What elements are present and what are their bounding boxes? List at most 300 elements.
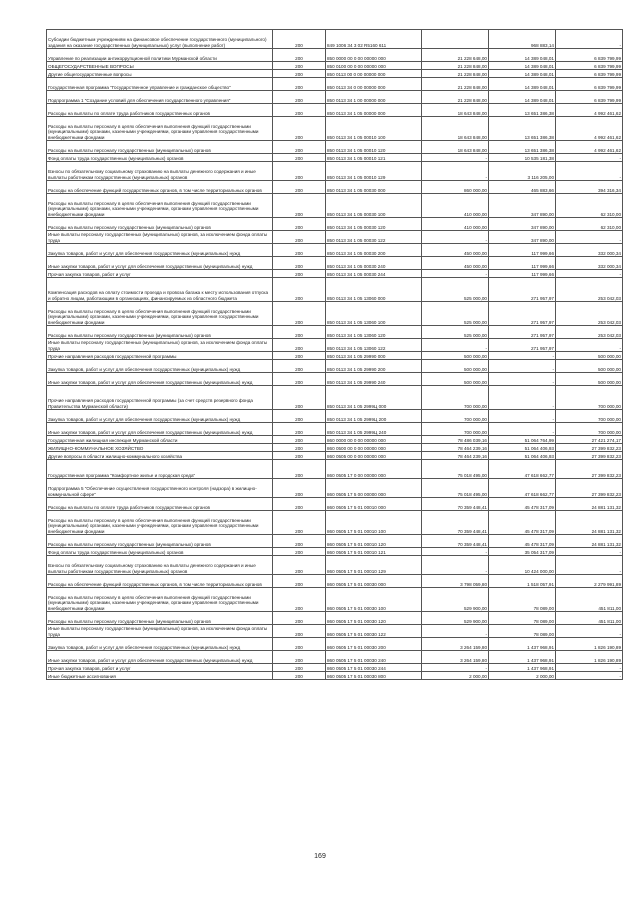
row-budget-code: 850 0113 00 0 00 00000 000 (326, 70, 422, 78)
row-approved-amount: - (422, 231, 489, 244)
row-approved-amount: 21 228 848,00 (422, 62, 489, 70)
row-approved-amount: - (422, 556, 489, 575)
row-name: Фонд оплаты труда государственных (муниципальных) органов (47, 548, 273, 556)
row-line-code: 200 (273, 535, 326, 548)
row-budget-code: 850 0113 34 1 05 2999Ц 240 (326, 423, 422, 436)
row-approved-amount: 21 228 648,00 (422, 49, 489, 62)
row-budget-code: 850 0100 00 0 00 00000 000 (326, 62, 422, 70)
row-budget-code: 850 0113 34 1 05 29990 240 (326, 373, 422, 386)
row-line-code: 200 (273, 117, 326, 141)
row-line-code: 200 (273, 30, 326, 49)
row-executed-amount: 1 437 968,91 (489, 664, 556, 672)
row-name: Расходы на обеспечение функций государственных органов, в том числе территориальных органов (47, 181, 273, 194)
row-budget-code: 850 0113 34 1 05 2999Ц 000 (326, 386, 422, 410)
row-executed-amount: 271 957,97 (489, 278, 556, 302)
row-line-code: 200 (273, 218, 326, 231)
table-row (47, 556, 623, 575)
row-line-code: 200 (273, 625, 326, 638)
row-name: Прочая закупка товаров, работ и услуг (47, 664, 273, 672)
row-approved-amount: 78 464 239,16 (422, 444, 489, 452)
row-approved-amount: 78 486 039,16 (422, 436, 489, 444)
row-line-code: 200 (273, 511, 326, 535)
table-row (47, 625, 623, 638)
row-budget-code: 850 0113 34 1 05 00030 120 (326, 218, 422, 231)
row-name: ОБЩЕГОСУДАРСТВЕННЫЕ ВОПРОСЫ (47, 62, 273, 70)
row-approved-amount: 700 000,00 (422, 410, 489, 423)
table-row (47, 154, 623, 162)
row-budget-code: 850 0113 34 1 05 00010 129 (326, 162, 422, 181)
row-approved-amount: 410 000,00 (422, 194, 489, 218)
row-unexecuted-amount: - (556, 672, 623, 680)
row-budget-code: 850 0000 00 0 00 00000 000 (326, 49, 422, 62)
row-budget-code: 850 0113 34 1 05 13060 100 (326, 302, 422, 326)
row-line-code: 200 (273, 410, 326, 423)
row-executed-amount: 45 478 317,09 (489, 535, 556, 548)
row-approved-amount: - (422, 625, 489, 638)
table-row (47, 78, 623, 91)
row-line-code: 200 (273, 452, 326, 460)
row-approved-amount: - (422, 162, 489, 181)
row-line-code: 200 (273, 612, 326, 625)
row-unexecuted-amount: - (556, 162, 623, 181)
row-unexecuted-amount: 700 000,00 (556, 386, 623, 410)
row-line-code: 200 (273, 460, 326, 479)
row-line-code: 200 (273, 104, 326, 117)
row-executed-amount: 13 651 386,38 (489, 141, 556, 154)
row-line-code: 200 (273, 498, 326, 511)
row-budget-code: 860 0000 00 0 00 00000 000 (326, 436, 422, 444)
row-budget-code: 860 0505 17 5 01 00030 800 (326, 672, 422, 680)
table-row (47, 360, 623, 373)
table-row (47, 257, 623, 270)
row-executed-amount: 45 478 317,09 (489, 498, 556, 511)
row-line-code: 200 (273, 181, 326, 194)
table-row (47, 244, 623, 257)
row-unexecuted-amount: - (556, 556, 623, 575)
table-row (47, 30, 623, 49)
row-executed-amount: - (489, 386, 556, 410)
row-executed-amount: 51 064 406,93 (489, 444, 556, 452)
row-budget-code: 860 0505 17 5 01 00010 121 (326, 548, 422, 556)
row-approved-amount: 78 464 239,16 (422, 452, 489, 460)
row-budget-code: 849 1006 34 3 02 R5160 611 (326, 30, 422, 49)
row-budget-code: 850 0113 34 1 00 00000 000 (326, 91, 422, 104)
row-unexecuted-amount: 4 992 461,62 (556, 104, 623, 117)
row-name: Прочие направления расходов государственной программы (47, 352, 273, 360)
table-row (47, 117, 623, 141)
row-unexecuted-amount: - (556, 548, 623, 556)
row-name: Компенсация расходов на оплату стоимости проезда и провоза багажа к месту использования отпуска и обратно лицам, работающим в организациях, финансируемых из областного бюджета (47, 278, 273, 302)
table-row (47, 326, 623, 339)
row-line-code: 200 (273, 672, 326, 680)
row-budget-code: 860 0505 17 5 01 00010 100 (326, 511, 422, 535)
row-approved-amount (422, 30, 489, 49)
row-budget-code: 850 0113 34 1 05 29990 000 (326, 352, 422, 360)
table-row (47, 444, 623, 452)
row-unexecuted-amount: 394 316,34 (556, 181, 623, 194)
row-name: Расходы на выплаты по оплате труда работников государственных органов (47, 498, 273, 511)
row-approved-amount: 21 228 848,00 (422, 91, 489, 104)
row-unexecuted-amount: 253 042,03 (556, 278, 623, 302)
row-budget-code: 860 0505 17 5 01 00010 000 (326, 498, 422, 511)
row-executed-amount: 51 064 764,99 (489, 436, 556, 444)
row-budget-code: 850 0113 34 1 05 00030 100 (326, 194, 422, 218)
row-executed-amount: 347 890,00 (489, 231, 556, 244)
row-executed-amount: 1 518 057,91 (489, 575, 556, 588)
row-executed-amount: 968 883,14 (489, 30, 556, 49)
row-approved-amount: 450 000,00 (422, 244, 489, 257)
budget-report-sheet (46, 29, 621, 680)
row-name: Расходы на выплаты персоналу государственных (муниципальных) органов (47, 141, 273, 154)
row-name: Расходы на выплаты персоналу в целях обеспечения выполнения функций государственными (муниципальными) органами, казенными учреждениями, органами управления государственными внебюджетными фондами (47, 194, 273, 218)
row-unexecuted-amount: 332 000,34 (556, 257, 623, 270)
row-approved-amount: 18 643 848,00 (422, 104, 489, 117)
row-approved-amount: 525 000,00 (422, 326, 489, 339)
row-unexecuted-amount: 6 839 799,99 (556, 70, 623, 78)
row-unexecuted-amount: - (556, 231, 623, 244)
row-name: Иные закупки товаров, работ и услуг для обеспечения государственных (муниципальных) нужд (47, 423, 273, 436)
row-unexecuted-amount: 500 000,00 (556, 360, 623, 373)
table-row (47, 104, 623, 117)
row-budget-code: 850 0113 34 1 05 00010 120 (326, 141, 422, 154)
row-approved-amount: 700 000,00 (422, 423, 489, 436)
row-budget-code: 850 0113 34 1 05 00030 200 (326, 244, 422, 257)
row-executed-amount: - (489, 410, 556, 423)
row-unexecuted-amount: 332 000,34 (556, 244, 623, 257)
row-unexecuted-amount: 62 310,00 (556, 194, 623, 218)
table-row (47, 460, 623, 479)
row-executed-amount: 271 957,97 (489, 339, 556, 352)
budget-table (46, 29, 623, 680)
row-unexecuted-amount: 24 881 131,32 (556, 511, 623, 535)
row-line-code: 200 (273, 436, 326, 444)
row-executed-amount: 14 389 048,01 (489, 49, 556, 62)
row-line-code: 200 (273, 70, 326, 78)
row-line-code: 200 (273, 651, 326, 664)
row-approved-amount: 410 000,00 (422, 218, 489, 231)
row-executed-amount: 13 651 386,38 (489, 104, 556, 117)
row-unexecuted-amount: 6 839 799,99 (556, 49, 623, 62)
table-row (47, 498, 623, 511)
row-line-code: 200 (273, 78, 326, 91)
row-unexecuted-amount: 27 399 832,23 (556, 452, 623, 460)
row-name: Иные выплаты персоналу государственных (муниципальных) органов, за исключением фонда оплаты труда (47, 625, 273, 638)
row-budget-code: 860 0500 00 0 00 00000 000 (326, 444, 422, 452)
row-approved-amount: 500 000,00 (422, 373, 489, 386)
row-approved-amount: - (422, 339, 489, 352)
row-unexecuted-amount: 700 000,00 (556, 423, 623, 436)
row-budget-code: 860 0505 17 5 01 00010 120 (326, 535, 422, 548)
table-row (47, 588, 623, 612)
row-executed-amount: 78 089,00 (489, 625, 556, 638)
row-executed-amount: 14 389 048,01 (489, 78, 556, 91)
row-budget-code: 860 0505 17 5 01 00030 244 (326, 664, 422, 672)
row-name: Иные закупки товаров, работ и услуг для обеспечения государственных (муниципальных) нужд (47, 651, 273, 664)
row-executed-amount: 347 890,00 (489, 194, 556, 218)
row-budget-code: 850 0113 34 1 05 29990 200 (326, 360, 422, 373)
row-unexecuted-amount: 2 279 991,89 (556, 575, 623, 588)
table-row (47, 535, 623, 548)
row-line-code: 200 (273, 360, 326, 373)
budget-table-body (47, 30, 623, 680)
row-line-code: 200 (273, 141, 326, 154)
row-approved-amount: 70 359 448,41 (422, 511, 489, 535)
row-unexecuted-amount: 700 000,00 (556, 410, 623, 423)
table-row (47, 423, 623, 436)
row-approved-amount: 21 228 848,00 (422, 70, 489, 78)
row-executed-amount: 78 089,00 (489, 612, 556, 625)
row-approved-amount: 75 018 495,00 (422, 460, 489, 479)
row-budget-code: 850 0113 34 1 05 00010 100 (326, 117, 422, 141)
row-budget-code: 860 0505 17 0 00 00000 000 (326, 460, 422, 479)
row-unexecuted-amount: 4 992 461,62 (556, 117, 623, 141)
row-budget-code: 850 0113 34 1 05 00030 244 (326, 270, 422, 278)
row-approved-amount: 2 000,00 (422, 672, 489, 680)
row-approved-amount: 70 359 448,41 (422, 535, 489, 548)
row-budget-code: 860 0505 00 0 00 00000 000 (326, 452, 422, 460)
row-name: Государственная программа "Комфортное жилье и городская среда" (47, 460, 273, 479)
row-approved-amount: 18 643 848,00 (422, 141, 489, 154)
row-approved-amount: 500 000,00 (422, 352, 489, 360)
row-executed-amount: 47 618 662,77 (489, 479, 556, 498)
table-row (47, 194, 623, 218)
row-unexecuted-amount: 1 826 190,89 (556, 651, 623, 664)
row-name: Расходы на обеспечение функций государственных органов, в том числе территориальных органов (47, 575, 273, 588)
row-executed-amount: 45 478 317,09 (489, 511, 556, 535)
row-executed-amount: 10 424 000,00 (489, 556, 556, 575)
row-unexecuted-amount: 451 811,00 (556, 612, 623, 625)
table-row (47, 664, 623, 672)
row-name: Иные закупки товаров, работ и услуг для обеспечения государственных (муниципальных) нужд (47, 373, 273, 386)
row-approved-amount: 529 900,00 (422, 612, 489, 625)
table-row (47, 49, 623, 62)
row-name: Другие вопросы в области жилищно-коммунального хозяйства (47, 452, 273, 460)
row-name: Иные выплаты персоналу государственных (муниципальных) органов, за исключением фонда оплаты труда (47, 339, 273, 352)
row-name: Расходы на выплаты по оплате труда работников государственных органов (47, 104, 273, 117)
row-name: Закупка товаров, работ и услуг для обеспечения государственных (муниципальных) нужд (47, 360, 273, 373)
row-executed-amount: 465 883,66 (489, 181, 556, 194)
row-executed-amount: 2 000,00 (489, 672, 556, 680)
table-row (47, 672, 623, 680)
table-row (47, 373, 623, 386)
row-name: Закупка товаров, работ и услуг для обеспечения государственных (муниципальных) нужд (47, 638, 273, 651)
row-name: Иные закупки товаров, работ и услуг для обеспечения государственных (муниципальных) нужд (47, 257, 273, 270)
row-name: Расходы на выплаты персоналу в целях обеспечения выполнения функций государственными (муниципальными) органами, казенными учреждениями, органами управления государственными внебюджетными фондами (47, 511, 273, 535)
row-name: ЖИЛИЩНО-КОММУНАЛЬНОЕ ХОЗЯЙСТВО (47, 444, 273, 452)
row-unexecuted-amount: 6 839 799,99 (556, 78, 623, 91)
table-row (47, 651, 623, 664)
row-executed-amount: 271 957,97 (489, 302, 556, 326)
row-executed-amount: 117 999,66 (489, 257, 556, 270)
row-name: Иные бюджетные ассигнования (47, 672, 273, 680)
row-executed-amount: 78 089,00 (489, 588, 556, 612)
row-budget-code: 860 0505 17 5 01 00010 129 (326, 556, 422, 575)
row-budget-code: 850 0113 34 1 05 13060 000 (326, 278, 422, 302)
table-row (47, 141, 623, 154)
row-unexecuted-amount: 62 310,00 (556, 218, 623, 231)
row-unexecuted-amount: 6 839 799,99 (556, 91, 623, 104)
row-line-code: 200 (273, 278, 326, 302)
row-line-code: 200 (273, 575, 326, 588)
table-row (47, 302, 623, 326)
row-line-code: 200 (273, 302, 326, 326)
row-name: Расходы на выплаты персоналу государственных (муниципальных) органов (47, 535, 273, 548)
row-budget-code: 850 0113 34 1 05 00030 000 (326, 181, 422, 194)
row-executed-amount: 13 651 386,38 (489, 117, 556, 141)
table-row (47, 548, 623, 556)
row-executed-amount: 117 999,66 (489, 244, 556, 257)
row-approved-amount: 860 000,00 (422, 181, 489, 194)
row-budget-code: 860 0505 17 5 01 00030 122 (326, 625, 422, 638)
table-row (47, 218, 623, 231)
row-budget-code: 860 0505 17 5 01 00030 240 (326, 651, 422, 664)
row-name: Закупка товаров, работ и услуг для обеспечения государственных (муниципальных) нужд (47, 244, 273, 257)
row-line-code: 200 (273, 479, 326, 498)
row-name: Взносы по обязательному социальному страхованию на выплаты денежного содержания и иные выплаты работникам государственных (муниципальных) органов (47, 556, 273, 575)
row-executed-amount: 14 389 048,01 (489, 91, 556, 104)
row-executed-amount: - (489, 360, 556, 373)
row-line-code: 200 (273, 270, 326, 278)
row-approved-amount: - (422, 270, 489, 278)
row-executed-amount: 14 389 048,01 (489, 62, 556, 70)
row-name: Управление по реализации антикоррупционной политики Мурманской области (47, 49, 273, 62)
row-budget-code: 850 0113 34 1 05 13060 122 (326, 339, 422, 352)
row-approved-amount: 525 000,00 (422, 302, 489, 326)
row-line-code: 200 (273, 386, 326, 410)
row-unexecuted-amount: 253 042,03 (556, 302, 623, 326)
row-name: Прочие направления расходов государственной программы (за счет средств резервного фонда Правительства Мурманской области) (47, 386, 273, 410)
row-approved-amount: 3 798 059,80 (422, 575, 489, 588)
row-line-code: 200 (273, 556, 326, 575)
row-unexecuted-amount: 6 839 799,99 (556, 62, 623, 70)
row-budget-code: 860 0505 17 5 01 00030 100 (326, 588, 422, 612)
row-budget-code: 860 0505 17 5 01 00030 200 (326, 638, 422, 651)
row-budget-code: 860 0505 17 5 01 00030 000 (326, 575, 422, 588)
row-executed-amount: - (489, 423, 556, 436)
row-budget-code: 860 0505 17 5 01 00030 120 (326, 612, 422, 625)
table-row (47, 638, 623, 651)
row-name: Расходы на выплаты персоналу государственных (муниципальных) органов (47, 612, 273, 625)
row-name: Расходы на выплаты персоналу государственных (муниципальных) органов (47, 218, 273, 231)
row-unexecuted-amount: 27 399 832,23 (556, 444, 623, 452)
row-approved-amount: 21 228 848,00 (422, 78, 489, 91)
row-line-code: 200 (273, 638, 326, 651)
row-line-code: 200 (273, 548, 326, 556)
row-line-code: 200 (273, 423, 326, 436)
row-unexecuted-amount: 1 826 190,89 (556, 638, 623, 651)
table-row (47, 162, 623, 181)
row-line-code: 200 (273, 194, 326, 218)
row-approved-amount: 3 264 159,80 (422, 651, 489, 664)
row-unexecuted-amount: 27 399 832,23 (556, 479, 623, 498)
row-unexecuted-amount: 27 421 274,17 (556, 436, 623, 444)
row-line-code: 200 (273, 444, 326, 452)
row-unexecuted-amount: 253 042,03 (556, 326, 623, 339)
table-row (47, 386, 623, 410)
row-executed-amount: 1 437 968,91 (489, 638, 556, 651)
table-row (47, 479, 623, 498)
row-approved-amount: 450 000,00 (422, 257, 489, 270)
table-row (47, 612, 623, 625)
row-line-code: 200 (273, 244, 326, 257)
row-line-code: 200 (273, 326, 326, 339)
row-budget-code: 850 0113 34 1 05 00010 121 (326, 154, 422, 162)
table-row (47, 352, 623, 360)
row-executed-amount: 117 999,66 (489, 270, 556, 278)
row-line-code: 200 (273, 49, 326, 62)
row-unexecuted-amount: - (556, 30, 623, 49)
row-executed-amount: - (489, 352, 556, 360)
row-approved-amount: 500 000,00 (422, 360, 489, 373)
row-name: Закупка товаров, работ и услуг для обеспечения государственных (муниципальных) нужд (47, 410, 273, 423)
row-name: Взносы по обязательному социальному страхованию на выплаты денежного содержания и иные выплаты работникам государственных (муниципальных) органов (47, 162, 273, 181)
row-executed-amount: 271 957,97 (489, 326, 556, 339)
row-approved-amount: - (422, 154, 489, 162)
row-approved-amount: 700 000,00 (422, 386, 489, 410)
row-unexecuted-amount: - (556, 339, 623, 352)
row-approved-amount: - (422, 664, 489, 672)
row-approved-amount: 529 900,00 (422, 588, 489, 612)
row-line-code: 200 (273, 154, 326, 162)
row-line-code: 200 (273, 62, 326, 70)
row-line-code: 200 (273, 257, 326, 270)
row-approved-amount: 70 359 448,41 (422, 498, 489, 511)
row-line-code: 200 (273, 664, 326, 672)
page-number: 169 (314, 853, 326, 860)
row-line-code: 200 (273, 162, 326, 181)
row-line-code: 200 (273, 373, 326, 386)
row-budget-code: 850 0113 34 1 05 13060 120 (326, 326, 422, 339)
row-name: Расходы на выплаты персоналу в целях обеспечения выполнения функций государственными (муниципальными) органами, казенными учреждениями, органами управления государственными внебюджетными фондами (47, 117, 273, 141)
row-executed-amount: 47 618 662,77 (489, 460, 556, 479)
row-name: Подпрограмма 5 "Обеспечение осуществления государственного контроля (надзора) в жилищно-коммунальной сфере" (47, 479, 273, 498)
row-budget-code: 850 0113 34 1 05 00000 000 (326, 104, 422, 117)
row-name: Расходы на выплаты персоналу в целях обеспечения выполнения функций государственными (муниципальными) органами, казенными учреждениями, органами управления государственными внебюджетными фондами (47, 302, 273, 326)
row-executed-amount: 14 389 048,01 (489, 70, 556, 78)
table-row (47, 452, 623, 460)
table-row (47, 575, 623, 588)
row-budget-code: 860 0505 17 5 00 00000 000 (326, 479, 422, 498)
row-executed-amount: - (489, 373, 556, 386)
row-unexecuted-amount: - (556, 664, 623, 672)
row-unexecuted-amount: 500 000,00 (556, 352, 623, 360)
row-approved-amount: 75 018 495,00 (422, 479, 489, 498)
row-unexecuted-amount: 451 811,00 (556, 588, 623, 612)
row-line-code: 200 (273, 91, 326, 104)
row-name: Другие общегосударственные вопросы (47, 70, 273, 78)
row-unexecuted-amount: 500 000,00 (556, 373, 623, 386)
row-line-code: 200 (273, 231, 326, 244)
table-row (47, 511, 623, 535)
table-row (47, 278, 623, 302)
table-row (47, 410, 623, 423)
row-name: Подпрограмма 1 "Создание условий для обеспечения государственного управления" (47, 91, 273, 104)
row-unexecuted-amount: 24 881 131,32 (556, 535, 623, 548)
table-row (47, 339, 623, 352)
row-line-code: 200 (273, 352, 326, 360)
row-budget-code: 850 0113 34 0 00 00000 000 (326, 78, 422, 91)
table-row (47, 270, 623, 278)
table-row (47, 231, 623, 244)
row-unexecuted-amount: 27 399 832,23 (556, 460, 623, 479)
row-executed-amount: 51 064 406,93 (489, 452, 556, 460)
row-line-code: 200 (273, 339, 326, 352)
row-budget-code: 850 0113 34 1 05 00030 240 (326, 257, 422, 270)
row-approved-amount: 3 264 159,80 (422, 638, 489, 651)
row-approved-amount: 18 643 848,00 (422, 117, 489, 141)
row-unexecuted-amount: - (556, 154, 623, 162)
row-name: Расходы на выплаты персоналу государственных (муниципальных) органов (47, 326, 273, 339)
